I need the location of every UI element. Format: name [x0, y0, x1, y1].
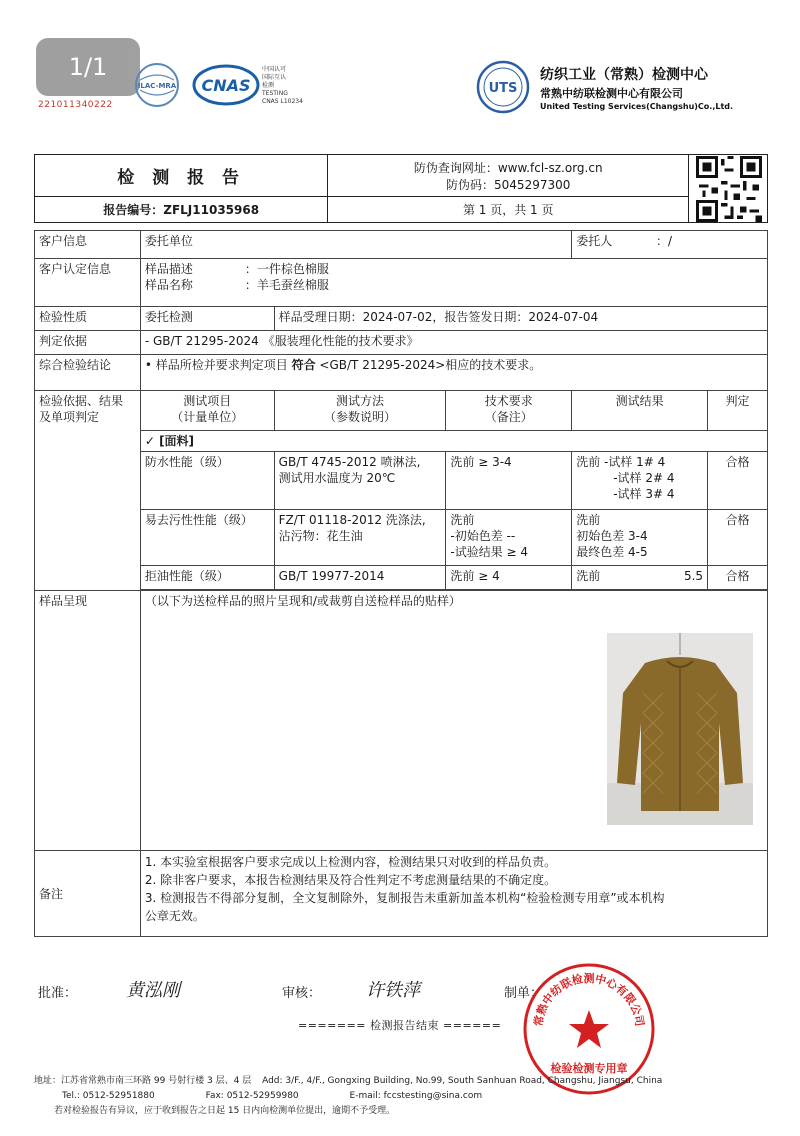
- stamp-text-top: 常熟中纺联检测中心有限公司: [531, 972, 647, 1028]
- page-indicator: 1/1: [36, 38, 140, 96]
- report-title: 检 测 报 告: [35, 155, 328, 197]
- lab-name-en: United Testing Services(Changshu)Co.,Ltd.: [540, 102, 734, 111]
- report-number: 报告编号：ZFLJ11035968: [35, 197, 328, 223]
- basis-value: - GB/T 21295-2024 《服装理化性能的技术要求》: [140, 331, 767, 355]
- remark-item: 3. 检测报告不得部分复制，全文复制除外，复制报告未重新加盖本机构“检验检测专用章”或本机构: [144, 891, 665, 905]
- cma-number: 221011340222: [38, 100, 113, 110]
- conclusion-verdict: 符合: [291, 358, 316, 372]
- entrust-unit-label: 委托单位: [144, 234, 193, 248]
- conclusion-suffix: <GB/T 21295-2024>相应的技术要求。: [319, 358, 542, 372]
- client-label: 客户信息: [35, 231, 141, 259]
- remarks-label: 备注: [35, 851, 141, 937]
- footer: [34, 1074, 662, 1119]
- cnas-logo: [192, 62, 260, 108]
- basis-label: 判定依据: [35, 331, 141, 355]
- sample-desc-value: ：一件棕色棉服: [244, 262, 329, 276]
- uts-mark: UTS: [488, 81, 518, 96]
- email: E-mail: fccstesting@sina.com: [349, 1091, 483, 1101]
- sample-name-value: ：羊毛蚕丝棉服: [244, 278, 329, 292]
- sample-label: 样品呈现: [35, 591, 141, 851]
- col-header-requirement: 技术要求 （备注）: [446, 391, 572, 431]
- inspection-label: 检验性质: [35, 307, 141, 331]
- sample-note: （以下为送检样品的照片呈现和/或裁剪自送检样品的贴样）: [144, 594, 461, 608]
- review-label: 审核：: [282, 986, 322, 1001]
- tel: Tel.: 0512-52951880: [62, 1091, 155, 1101]
- page-info: 第 1 页，共 1 页: [328, 197, 689, 223]
- cnas-wordmark: CNAS: [201, 76, 251, 95]
- client-confirm-label: 客户认定信息: [35, 259, 141, 307]
- report-end-line: ======= 检测报告结束 ======: [298, 1019, 502, 1032]
- sample-name-label: 样品名称: [144, 278, 193, 292]
- report-body-table: [34, 230, 768, 937]
- remark-item: 2. 除非客户要求，本报告检测结果及符合性判定不考虑测量结果的不确定度。: [144, 873, 557, 887]
- address-cn: 地址：江苏省常熟市南三环路 99 号射行楼 3 层、4 层: [34, 1076, 252, 1086]
- col-header-result: 测试结果: [572, 391, 708, 431]
- col-header-method: 测试方法 （参数说明）: [274, 391, 446, 431]
- ilac-mark: ILAC-MRA: [137, 82, 177, 90]
- results-label: 检验依据、结果 及单项判定: [35, 391, 141, 591]
- verify-code: 防伪码：5045297300: [446, 177, 571, 192]
- sample-desc-label: 样品描述: [144, 262, 193, 276]
- conclusion-prefix: • 样品所检并要求判定项目: [144, 358, 288, 372]
- col-header-verdict: 判定: [708, 391, 768, 431]
- conclusion-label: 综合检验结论: [35, 355, 141, 391]
- uts-logo: [476, 60, 530, 114]
- address-en: Add: 3/F., 4/F., Gongxing Building, No.99, South Sanhuan Road, Changshu, Jiangsu, China: [262, 1076, 663, 1086]
- ilac-logo: [134, 62, 180, 108]
- review-signature: 许铁萍: [366, 980, 420, 1001]
- lab-name-cn: 纺织工业（常熟）检测中心: [540, 67, 708, 83]
- report-header-table: [34, 154, 768, 223]
- stamp-text-bottom: 检验检测专用章: [550, 1062, 628, 1075]
- table-row: 易去污性性能（级） FZ/T 01118-2012 洗涤法, 沾污物：花生油 洗前 -初始色差 -- -试验结果 ≥ 4 洗前 初始色差 3-4 最终色差 4-5 合格: [35, 510, 768, 566]
- approve-label: 批准：: [38, 986, 78, 1001]
- objection-note: 若对检验报告有异议，应于收到报告之日起 15 日内向检测单位提出，逾期不予受理。: [54, 1106, 396, 1116]
- entrust-person-label: 委托人: [576, 234, 613, 248]
- sample-photo: [607, 633, 753, 825]
- remark-item: 1. 本实验室根据客户要求完成以上检测内容，检测结果只对收到的样品负责。: [144, 855, 557, 869]
- fabric-group-label: ✓ [面料]: [140, 431, 767, 452]
- fax: Fax: 0512-52959980: [205, 1091, 299, 1101]
- approve-signature: 黄泓刚: [126, 980, 180, 1001]
- inspection-dates: 样品受理日期：2024-07-02，报告签发日期：2024-07-04: [274, 307, 767, 331]
- table-row: 拒油性能（级） GB/T 19977-2014 洗前 ≥ 4 洗前 5.5 合格: [35, 566, 768, 590]
- col-header-item: 测试项目 （计量单位）: [140, 391, 274, 431]
- cnas-accreditation-text: 中国认可 国际互认 检测 TESTING CNAS L10234: [262, 66, 303, 105]
- entrust-person-value: ：/: [656, 234, 673, 248]
- table-row: 防水性能（级） GB/T 4745-2012 喷淋法, 测试用水温度为 20℃ 洗前 ≥ 3-4 洗前 -试样 1# 4 -试样 2# 4 -试样 3# 4 合格: [35, 452, 768, 510]
- verify-url: 防伪查询网址：www.fcl-sz.org.cn: [413, 160, 603, 175]
- stamp-star-icon: [569, 1010, 609, 1048]
- lab-name-cn2: 常熟中纺联检测中心有限公司: [540, 87, 683, 100]
- inspection-type: 委托检测: [140, 307, 274, 331]
- prepare-label: 制单：: [504, 986, 544, 1001]
- remark-item: 公章无效。: [144, 909, 205, 923]
- qr-code: [696, 156, 762, 222]
